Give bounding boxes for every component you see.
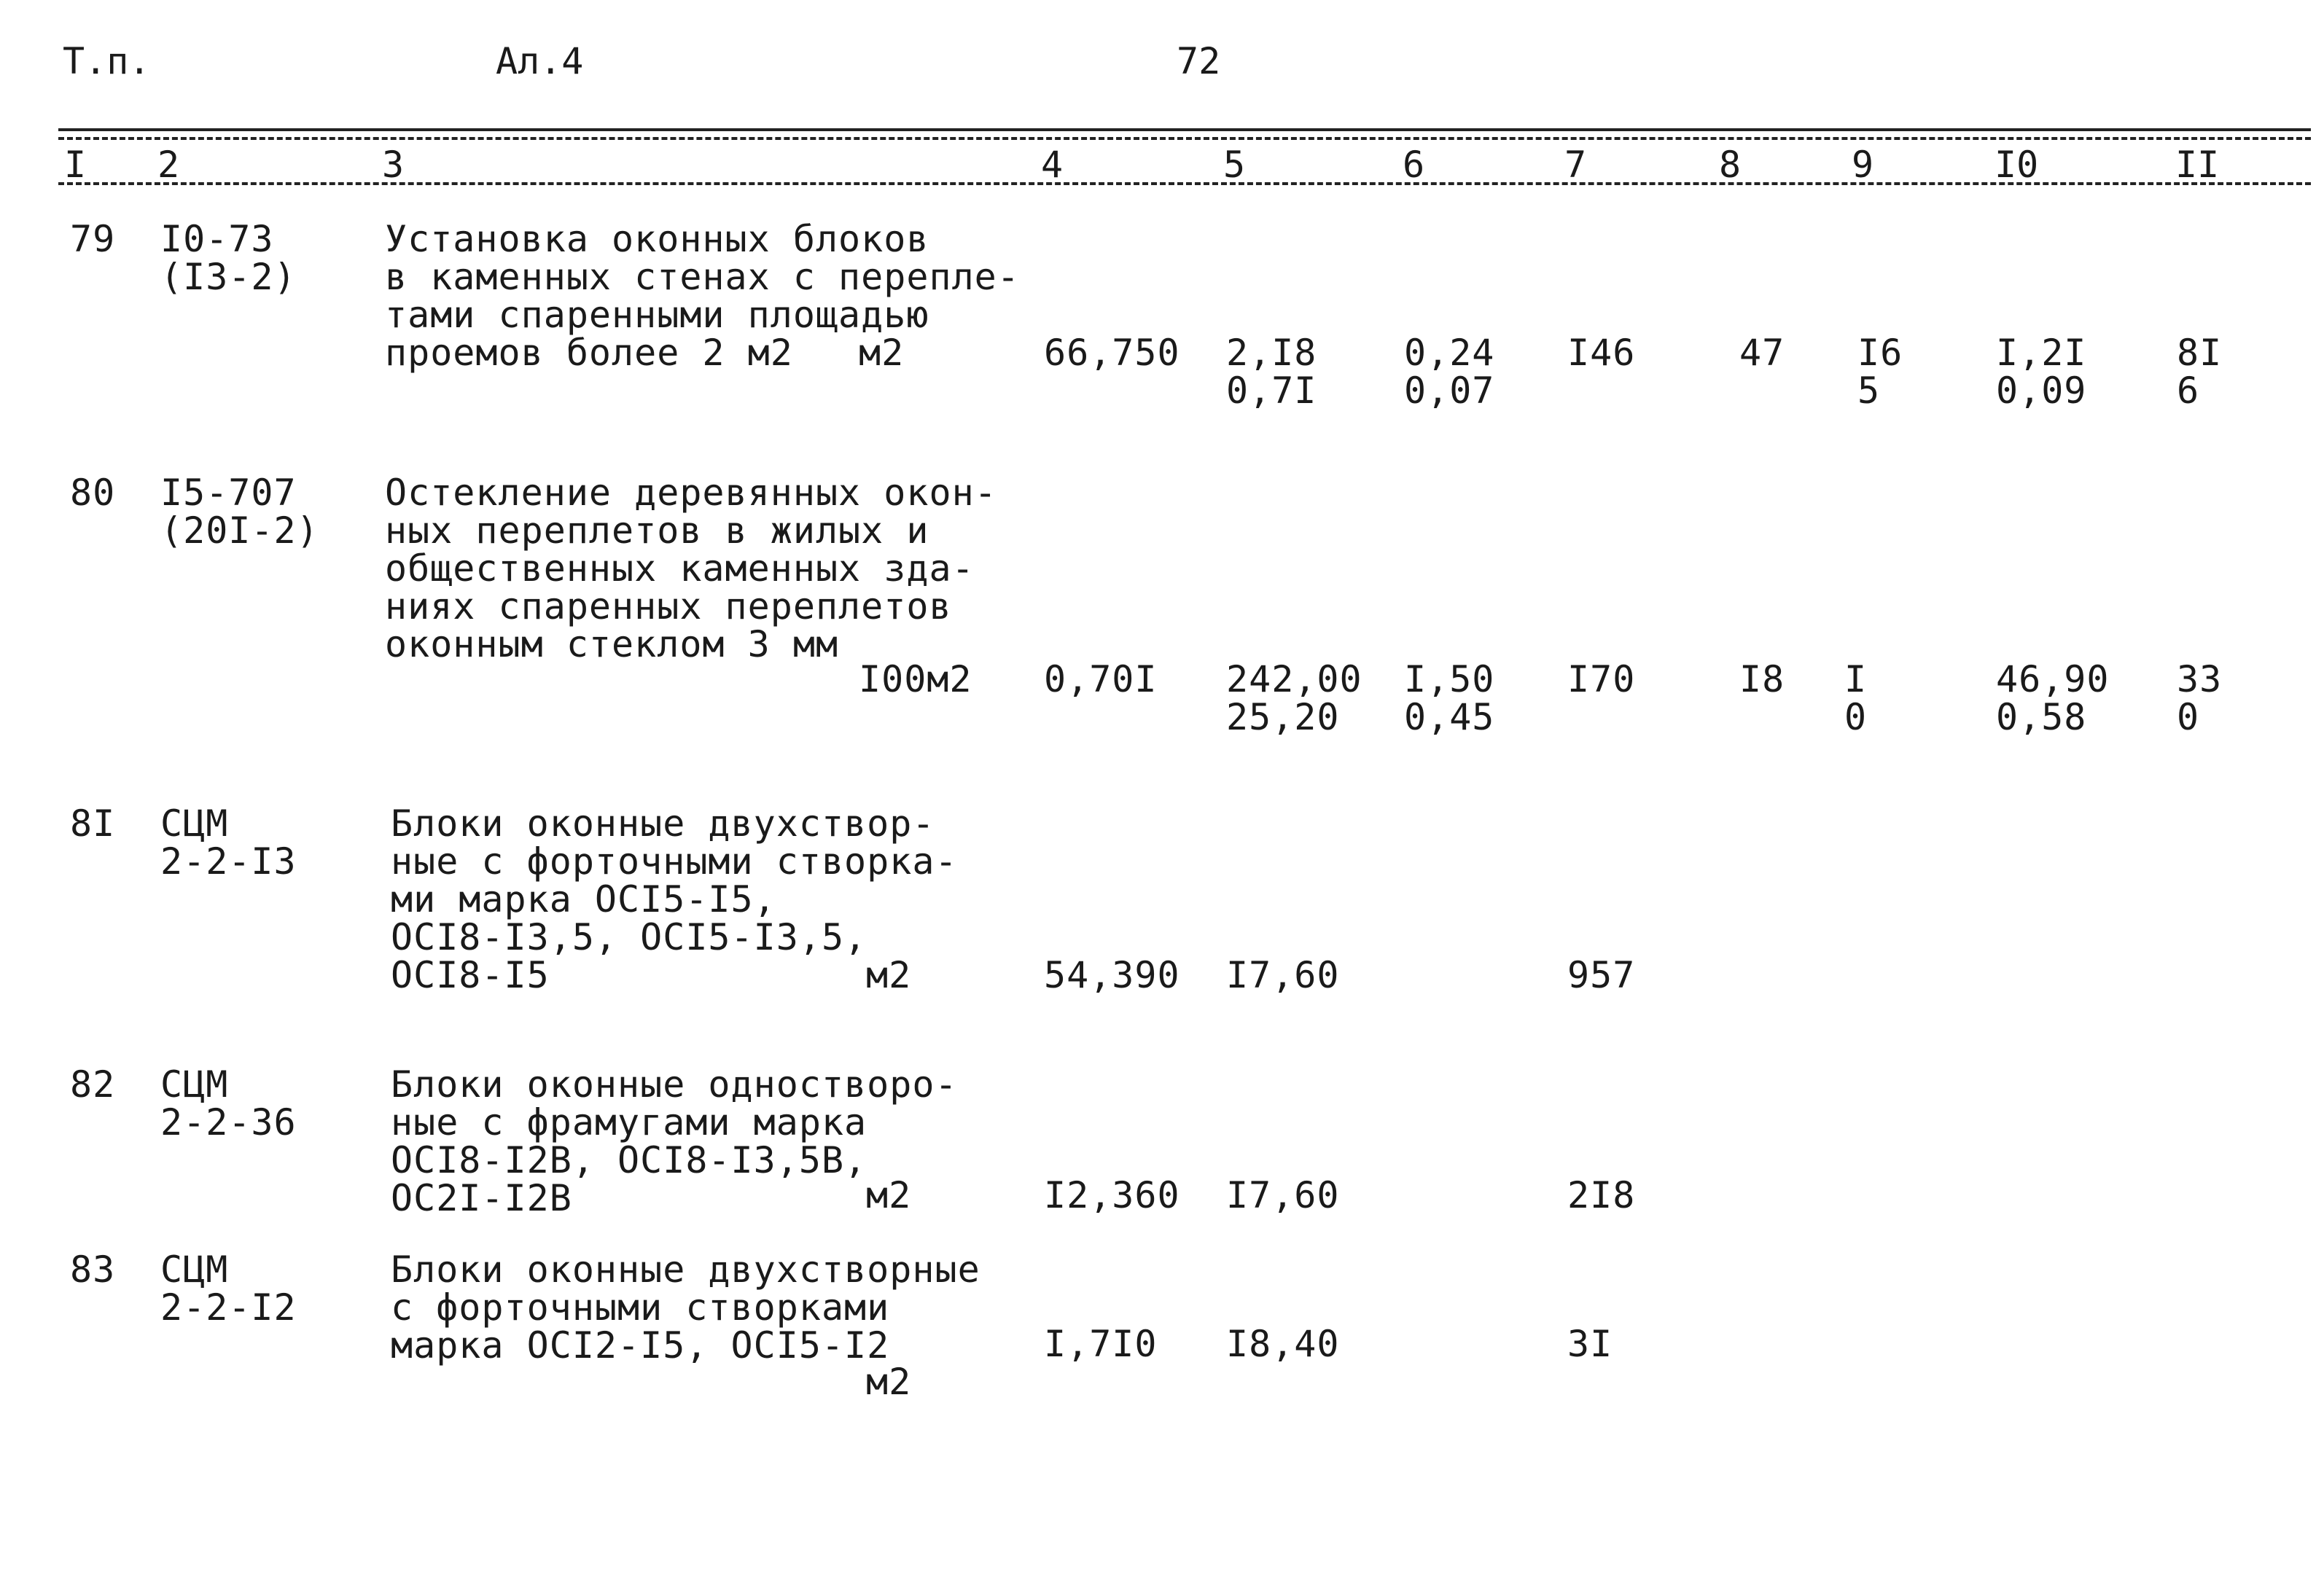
col-header-9: 9 xyxy=(1852,144,1874,186)
cell-col7: I70 xyxy=(1567,658,1636,700)
col-header-5: 5 xyxy=(1223,144,1246,186)
cell-col5: I7,60 xyxy=(1226,954,1340,996)
cell-col10: I,2I 0,09 xyxy=(1996,332,2087,412)
row-description: Остекление деревянных окон- ных переплетов в жилых и общественных каменных зда- ниях спаренных переплетов оконным стеклом 3 мм xyxy=(385,472,997,665)
col-header-3: 3 xyxy=(382,144,405,186)
row-unit: м2 xyxy=(859,332,905,374)
row-number: 8I xyxy=(70,802,116,845)
cell-col5: I7,60 xyxy=(1226,1174,1340,1216)
col-header-10: I0 xyxy=(1994,144,2039,186)
col-header-11: II xyxy=(2175,144,2220,186)
row-number: 83 xyxy=(70,1248,116,1291)
cell-col4: 54,390 xyxy=(1044,954,1180,996)
row-unit: м2 xyxy=(866,1361,912,1403)
cell-col5: 242,00 25,20 xyxy=(1226,658,1362,738)
page-number: 72 xyxy=(1177,40,1221,82)
row-code: СЦМ 2-2-36 xyxy=(160,1063,297,1144)
row-description: Блоки оконные одностворо- ные с фрамугами марка ОСI8-I2В, ОСI8-I3,5В, ОС2I-I2В xyxy=(391,1063,958,1219)
col-header-8: 8 xyxy=(1719,144,1742,186)
row-description: Установка оконных блоков в каменных стенах с переплe- тами спаренными площадью проемов более 2 м2 xyxy=(385,218,1020,374)
row-code: СЦМ 2-2-I2 xyxy=(160,1248,297,1329)
cell-col7: 957 xyxy=(1567,954,1636,996)
cell-col6: 0,24 0,07 xyxy=(1404,332,1495,412)
row-code: I0-73 (I3-2) xyxy=(160,218,297,298)
cell-col8: 47 xyxy=(1739,332,1785,374)
cell-col4: 66,750 xyxy=(1044,332,1180,374)
cell-col10: 46,90 0,58 xyxy=(1996,658,2110,738)
cell-col5: I8,40 xyxy=(1226,1323,1340,1365)
cell-col4: I,7I0 xyxy=(1044,1323,1158,1365)
row-number: 80 xyxy=(70,472,116,514)
header-rule-bottom xyxy=(58,182,2311,185)
col-header-2: 2 xyxy=(157,144,180,186)
row-code: I5-707 (20I-2) xyxy=(160,472,319,552)
col-header-1: I xyxy=(64,144,87,186)
row-number: 82 xyxy=(70,1063,116,1106)
row-description: Блоки оконные двухстворные с форточными створками марка ОСI2-I5, ОСI5-I2 xyxy=(391,1248,980,1367)
row-unit: I00м2 xyxy=(859,658,972,700)
album-label: Ал.4 xyxy=(496,40,584,82)
cell-col6: I,50 0,45 xyxy=(1404,658,1495,738)
cell-col9: I6 5 xyxy=(1857,332,1903,412)
cell-col11: 8I 6 xyxy=(2177,332,2223,412)
cell-col4: 0,70I xyxy=(1044,658,1158,700)
col-header-4: 4 xyxy=(1041,144,1064,186)
row-number: 79 xyxy=(70,218,116,260)
row-description: Блоки оконные двухствор- ные с форточными створка- ми марка ОСI5-I5, ОСI8-I3,5, ОСI5-I3,5, ОСI8-I5 xyxy=(391,802,958,996)
col-header-7: 7 xyxy=(1564,144,1587,186)
row-code: СЦМ 2-2-I3 xyxy=(160,802,297,883)
cell-col4: I2,360 xyxy=(1044,1174,1180,1216)
header-rule-top-2 xyxy=(58,137,2311,140)
cell-col9: I 0 xyxy=(1844,658,1868,738)
col-header-6: 6 xyxy=(1403,144,1425,186)
page-code: Т.п. xyxy=(63,40,151,82)
cell-col11: 33 0 xyxy=(2177,658,2223,738)
cell-col7: 3I xyxy=(1567,1323,1613,1365)
row-unit: м2 xyxy=(866,954,912,996)
cell-col7: I46 xyxy=(1567,332,1636,374)
cell-col5: 2,I8 0,7I xyxy=(1226,332,1317,412)
header-rule-top xyxy=(58,128,2311,131)
cell-col7: 2I8 xyxy=(1567,1174,1636,1216)
row-unit: м2 xyxy=(866,1174,912,1216)
cell-col8: I8 xyxy=(1739,658,1785,700)
